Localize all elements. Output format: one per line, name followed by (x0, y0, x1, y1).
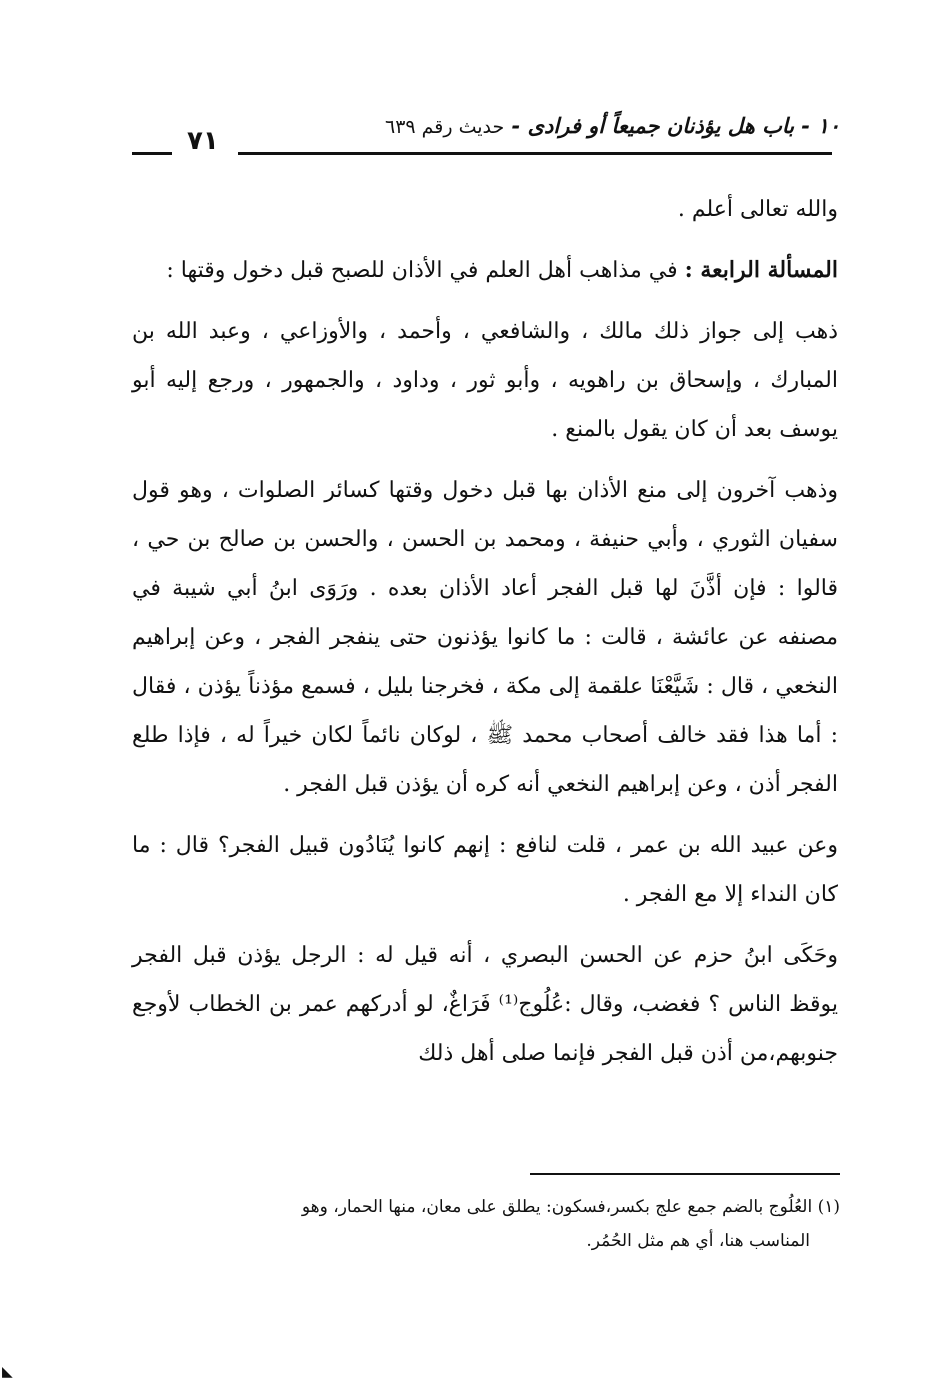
footnote-1-line-2: المناسب هنا، أي هم مثل الحُمُر. (586, 1231, 810, 1251)
chapter-title: ١٠ - باب هل يؤذنان جميعاً أو فرادى - (511, 114, 840, 138)
running-header (130, 112, 840, 172)
body-text (132, 185, 838, 1090)
paragraph-ibn-hazm: وحَكَى ابنُ حزم عن الحسن البصري ، أنه قيل له : الرجل يؤذن قبل الفجر يوقظ الناس ؟ فغضب، وقال :عُلُوج⁽¹⁾ فَرَاغٌ، لو أدركهم عمر بن الخطاب لأوجع جنوبهم،من أذن قبل الفجر فإنما صلى أهل ذلك (132, 943, 838, 1066)
issue-heading: المسألة الرابعة : (684, 257, 838, 283)
footnote-1-line-1: (١) العُلُوج بالضم جمع علج بكسر،فسكون: يطلق على معان، منها الحمار، وهو (301, 1197, 840, 1217)
paragraph-closing: والله تعالى أعلم . (677, 197, 838, 222)
header-title (385, 114, 840, 138)
page-number-rule (132, 152, 172, 155)
page-number: ٧١ (187, 126, 219, 156)
hadith-reference: حديث رقم ٦٣٩ (385, 116, 505, 138)
corner-mark-icon: ◣ (2, 1364, 13, 1380)
paragraph-ubaidullah: وعن عبيد الله بن عمر ، قلت لنافع : إنهم كانوا يُنَادُون قبيل الفجر؟ قال : ما كان النداء إلا مع الفجر . (132, 833, 838, 907)
paragraph-issue-four (132, 246, 838, 295)
footnotes (132, 1190, 840, 1258)
paragraph-forbidding-view: وذهب آخرون إلى منع الأذان بها قبل دخول وقتها كسائر الصلوات ، وهو قول سفيان الثوري ، وأبي حنيفة ، ومحمد بن الحسن ، والحسن بن صالح بن حي ، قالوا : فإن أذَّنَ لها قبل الفجر أعاد الأذان بعده . ورَوَى ابنُ أبي شيبة في مصنفه عن عائشة ، قالت : ما كانوا يؤذنون حتى ينفجر الفجر ، وعن إبراهيم النخعي ، قال : شَيَّعْنَا علقمة إلى مكة ، فخرجنا بليل ، فسمع مؤذناً يؤذن ، فقال : أما هذا فقد خالف أصحاب محمد ﷺ ، لوكان نائماً لكان خيراً له ، فإذا طلع الفجر أذن ، وعن إبراهيم النخعي أنه كره أن يؤذن قبل الفجر . (132, 478, 838, 797)
paragraph-permitting-view: ذهب إلى جواز ذلك مالك ، والشافعي ، وأحمد ، والأوزاعي ، وعبد الله بن المبارك ، وإسحاق بن راهويه ، وأبو ثور ، وداود ، والجمهور ، ورجع إليه أبو يوسف بعد أن كان يقول بالمنع . (132, 319, 838, 442)
issue-heading-text: في مذاهب أهل العلم في الأذان للصبح قبل دخول وقتها : (166, 258, 685, 283)
header-rule (238, 152, 832, 155)
footnote-separator (530, 1173, 840, 1175)
